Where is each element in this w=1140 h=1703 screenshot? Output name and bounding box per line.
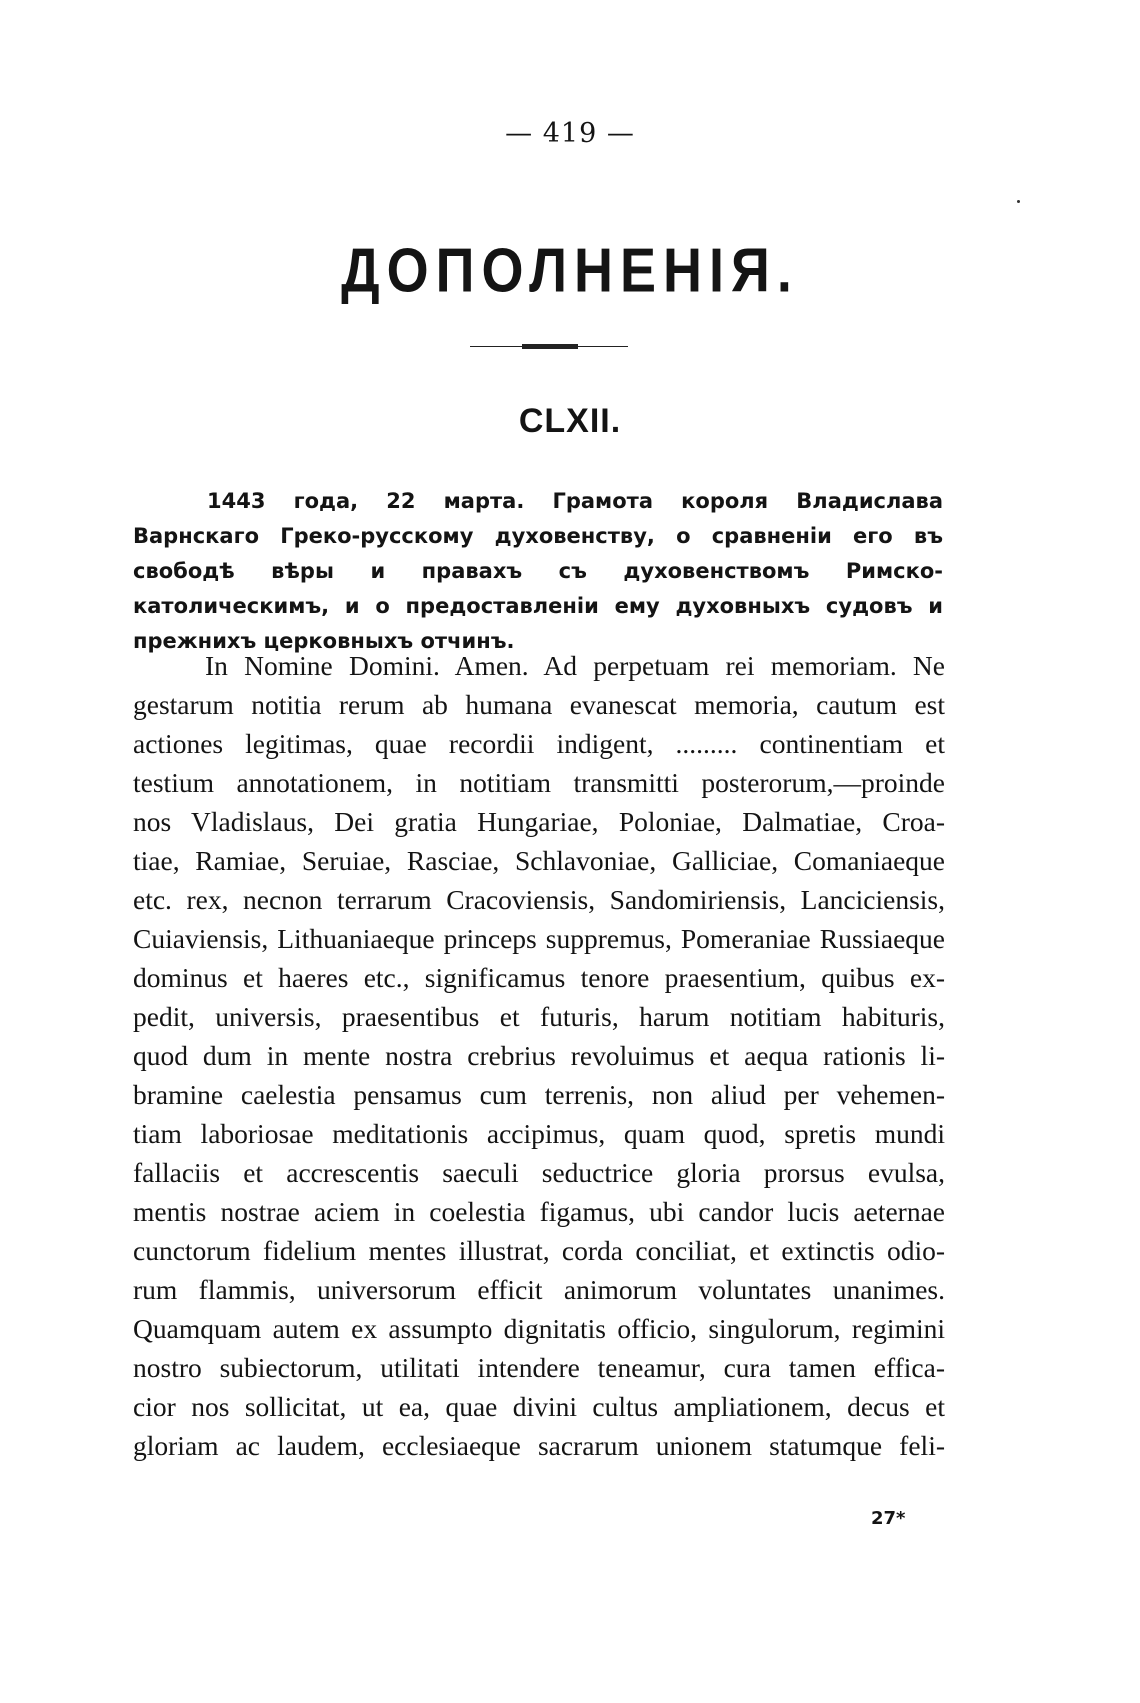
signature-mark: 27* [871, 1508, 906, 1529]
body-line: dominus et haeres etc., significamus tenore praesentium, quibus ex- [133, 962, 945, 993]
body-line: Cuiaviensis, Lithuaniaeque princeps suppremus, Pomeraniae Russiaeque [133, 923, 945, 954]
body-line: pedit, universis, praesentibus et futuris, harum notitiam habituris, [133, 1001, 945, 1032]
body-line: etc. rex, necnon terrarum Cracoviensis, Sandomiriensis, Lanciciensis, [133, 884, 945, 915]
body-line: quod dum in mente nostra crebrius revoluimus et aequa rationis li- [133, 1040, 945, 1071]
document-number: CLXII. [518, 402, 622, 440]
body-line: In Nomine Domini. Amen. Ad perpetuam rei memoriam. Ne [205, 650, 945, 681]
body-line: testium annotationem, in notitiam transmitti posterorum,—proinde [133, 767, 945, 798]
body-line: actiones legitimas, quae recordii indigent, ......... continentiam et [133, 728, 945, 759]
body-line: tiam laboriosae meditationis accipimus, quam quod, spretis mundi [133, 1118, 945, 1149]
body-line: fallaciis et accrescentis saeculi seductrice gloria prorsus evulsa, [133, 1157, 945, 1188]
body-line: gloriam ac laudem, ecclesiaeque sacrarum unionem statumque feli- [133, 1430, 945, 1461]
body-line: nos Vladislaus, Dei gratia Hungariae, Poloniae, Dalmatiae, Croa- [133, 806, 945, 837]
document-summary: 1443 года, 22 марта. Грамота короля Владислава Варнскаго Греко-русскому духовенству, о сравненіи его въ свободѣ вѣры и правахъ съ духовенствомъ Римско-католическимъ, и о предоставленіи ему духовныхъ судовъ и прежнихъ церковныхъ отчинъ. [133, 489, 943, 653]
title-ornament-divider [470, 344, 628, 350]
body-line: Quamquam autem ex assumpto dignitatis officio, singulorum, regimini [133, 1313, 945, 1344]
scan-speck [1017, 200, 1020, 203]
page-number: — 419 — [505, 118, 635, 149]
body-line: tiae, Ramiae, Seruiae, Rasciae, Schlavoniae, Galliciae, Comaniaeque [133, 845, 945, 876]
body-line: gestarum notitia rerum ab humana evanescat memoria, cautum est [133, 689, 945, 720]
ornament-center-bar [522, 344, 578, 349]
body-line: cior nos sollicitat, ut ea, quae divini cultus ampliationem, decus et [133, 1391, 945, 1422]
body-line: mentis nostrae aciem in coelestia figamus, ubi candor lucis aeternae [133, 1196, 945, 1227]
body-line: bramine caelestia pensamus cum terrenis, non aliud per vehemen- [133, 1079, 945, 1110]
body-line: cunctorum fidelium mentes illustrat, corda conciliat, et extinctis odio- [133, 1235, 945, 1266]
body-line: nostro subiectorum, utilitati intendere teneamur, cura tamen effica- [133, 1352, 945, 1383]
body-line: rum flammis, universorum efficit animorum voluntates unanimes. [133, 1274, 945, 1305]
document-body [133, 646, 945, 1465]
section-title: ДОПОЛНЕНІЯ. [341, 236, 799, 306]
